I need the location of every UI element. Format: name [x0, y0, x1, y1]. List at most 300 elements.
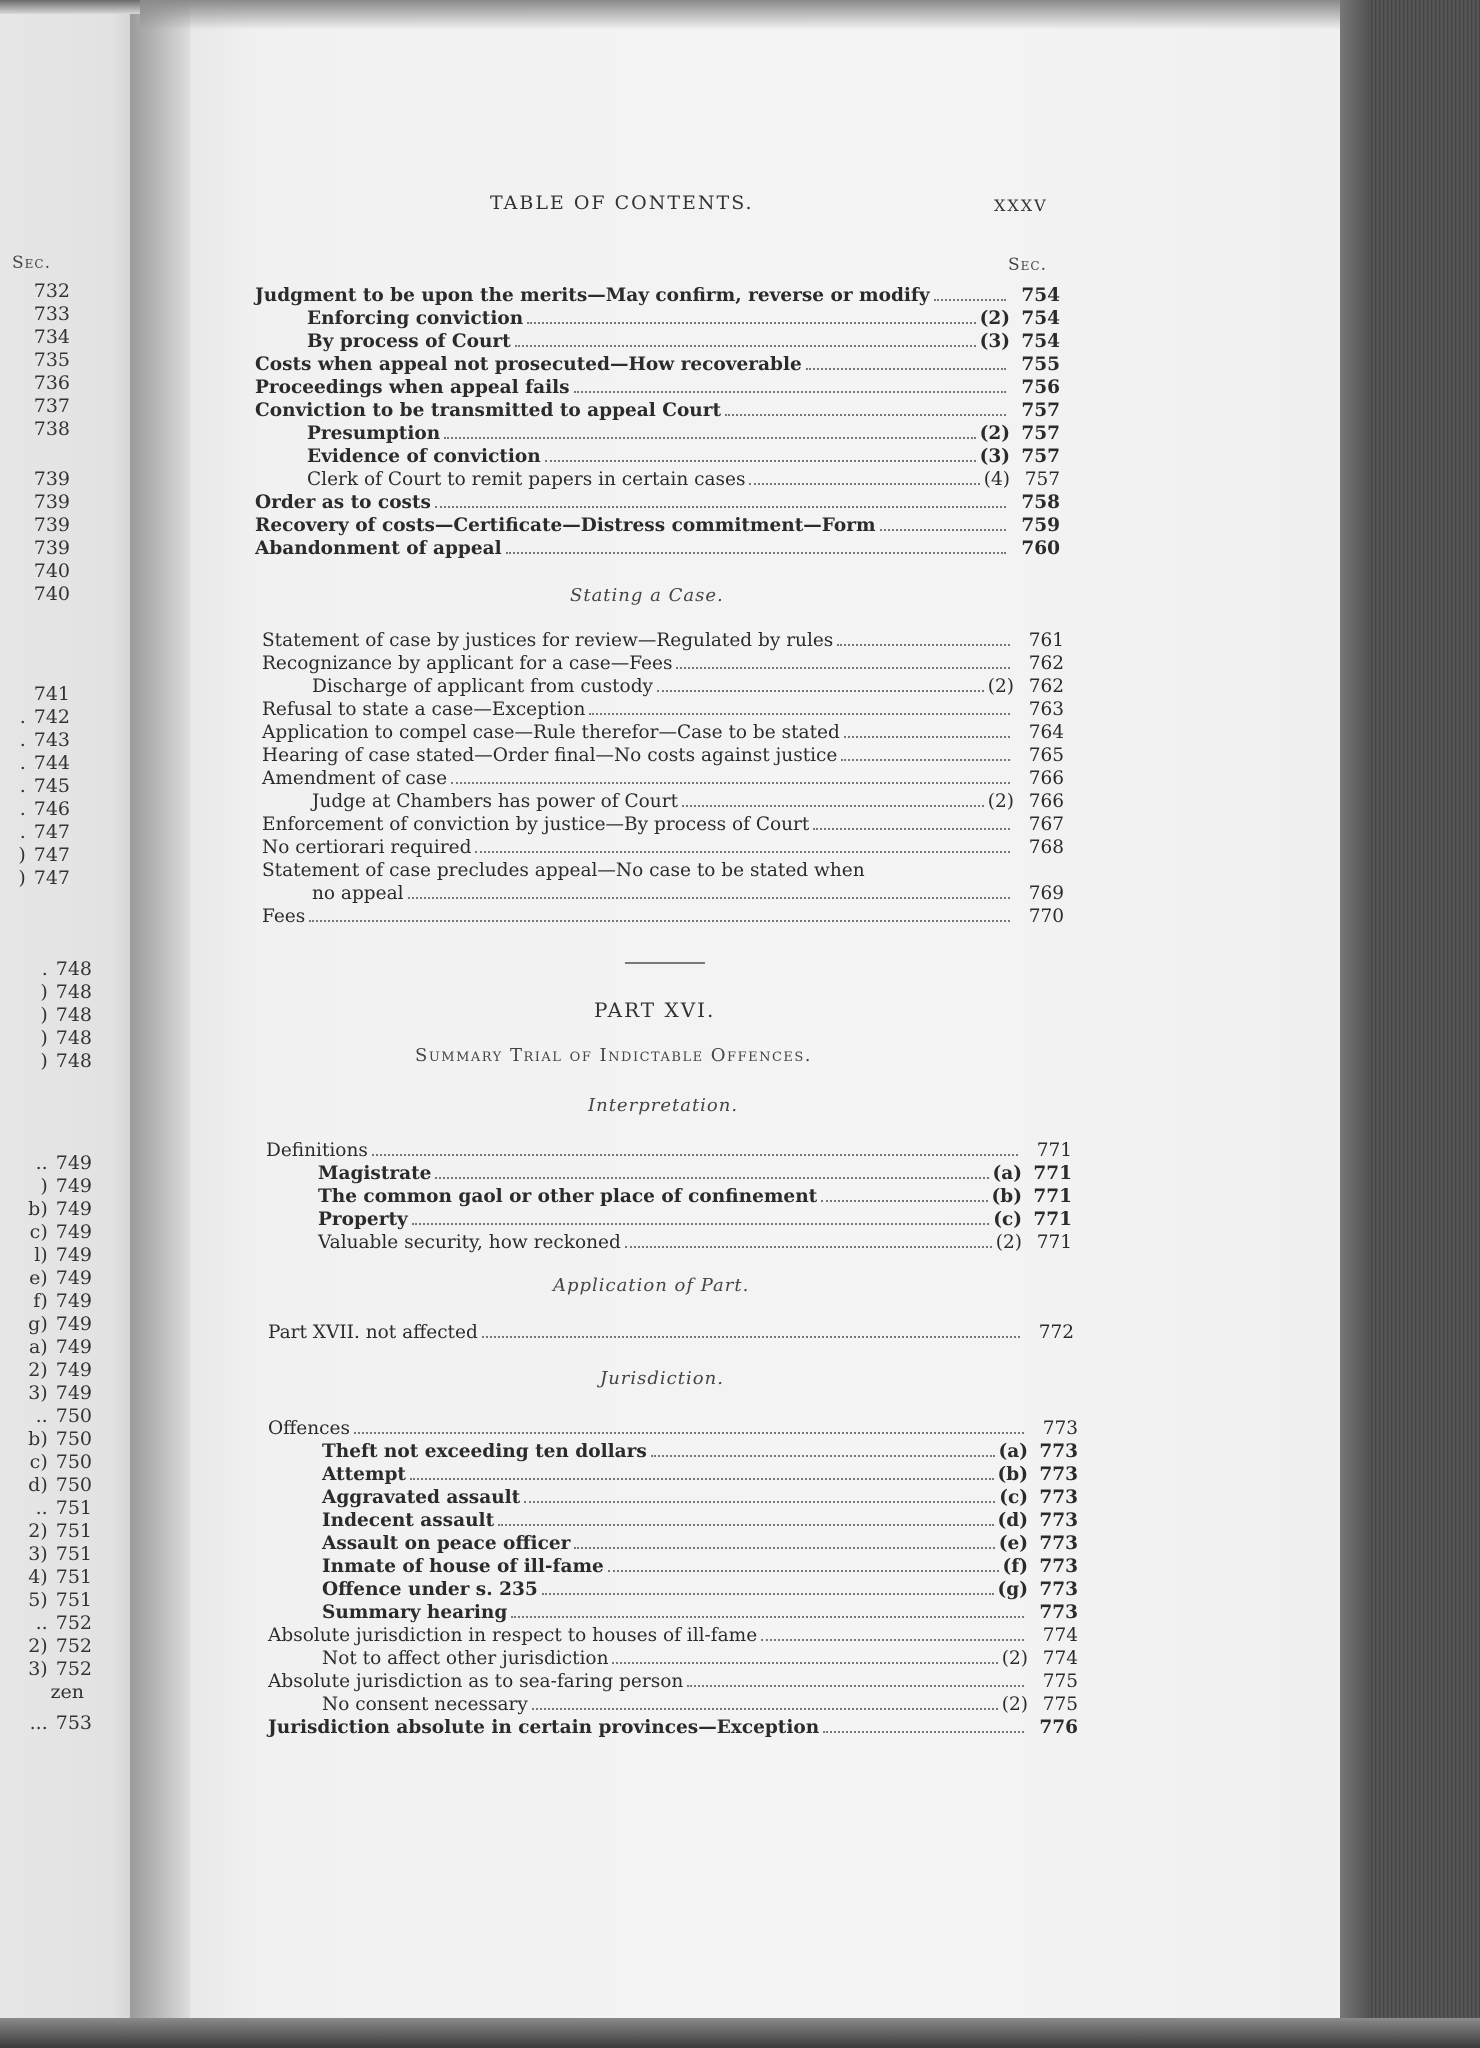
toc-entry-title: Recognizance by applicant for a case—Fees [262, 653, 673, 674]
left-strip-entry [0, 468, 70, 490]
leader-dots [410, 1478, 994, 1480]
part-title: PART XVI. [594, 998, 716, 1022]
left-strip-number: 749 [55, 1290, 92, 1312]
leader-dots [475, 851, 1010, 853]
left-strip-entry [0, 1497, 92, 1519]
left-strip-number: 751 [55, 1589, 92, 1611]
toc-entry [312, 791, 1064, 813]
left-strip-entry [0, 418, 70, 440]
subsection-marker: (e) [998, 1533, 1028, 1554]
left-strip-entry [0, 1198, 92, 1220]
section-number: 773 [1039, 1464, 1078, 1485]
left-strip-marker: g) [28, 1313, 48, 1335]
left-strip-number: 741 [33, 683, 70, 705]
left-strip-number: 751 [55, 1566, 92, 1588]
subsection-marker: (2) [987, 791, 1014, 812]
toc-entry-title: Costs when appeal not prosecuted—How recoverable [255, 354, 802, 375]
section-number: 754 [1021, 285, 1060, 306]
toc-entry [307, 446, 1060, 468]
toc-entry [312, 676, 1064, 698]
left-strip-number: 749 [55, 1198, 92, 1220]
left-strip-number: 733 [33, 303, 70, 325]
toc-entry [322, 1579, 1078, 1601]
leader-dots [527, 322, 975, 324]
leader-dots [574, 391, 1006, 393]
left-strip-marker: ) [40, 981, 48, 1003]
section-number: 758 [1021, 492, 1060, 513]
leader-dots [372, 1154, 1018, 1156]
page-edge-shadow [140, 0, 1340, 30]
subsection-marker: (d) [997, 1510, 1028, 1531]
toc-entry [262, 745, 1064, 767]
toc-entry-title: Enforcing conviction [307, 308, 524, 329]
left-strip-entry [0, 1290, 92, 1312]
left-strip-number: 752 [55, 1635, 92, 1657]
left-strip-entry [0, 1428, 92, 1450]
section-number: 773 [1039, 1510, 1078, 1531]
left-strip-marker: .. [35, 1497, 48, 1519]
left-strip-number: 748 [55, 1027, 92, 1049]
subsection-marker: (2) [979, 308, 1010, 329]
left-strip-entry [0, 1543, 92, 1565]
left-strip-entry [0, 1566, 92, 1588]
toc-entry [312, 883, 1064, 905]
toc-entry-title: Amendment of case [262, 768, 448, 789]
leader-dots [574, 1547, 994, 1549]
toc-entry [262, 814, 1064, 836]
subsection-marker: (a) [992, 1163, 1022, 1184]
left-strip-marker: b) [28, 1428, 48, 1450]
toc-entry [322, 1533, 1078, 1555]
toc-entry-title: Presumption [307, 423, 441, 444]
left-strip-number: 748 [55, 958, 92, 980]
leader-dots [506, 552, 1006, 554]
left-strip-marker: ) [40, 1004, 48, 1026]
left-strip-number: 739 [33, 514, 70, 536]
leader-dots [498, 1524, 993, 1526]
toc-entry-title: Discharge of applicant from custody [312, 676, 653, 697]
toc-entry-title: Offences [268, 1418, 350, 1439]
left-strip-marker: ) [40, 1027, 48, 1049]
leader-dots [612, 1662, 997, 1664]
leader-dots [435, 1177, 988, 1179]
left-strip-marker: .. [35, 1612, 48, 1634]
toc-entry [322, 1441, 1078, 1463]
left-strip-number: 743 [33, 729, 70, 751]
left-strip-entry [0, 1612, 92, 1634]
leader-dots [841, 759, 1010, 761]
leader-dots [821, 1200, 987, 1202]
toc-entry [262, 653, 1064, 675]
left-strip-marker: . [19, 752, 26, 774]
subsection-marker: (f) [1002, 1556, 1028, 1577]
left-strip-entry [0, 1382, 92, 1404]
section-number: 773 [1039, 1533, 1078, 1554]
section-heading-stating-a-case: Stating a Case. [570, 585, 724, 606]
toc-entry-title: Inmate of house of ill-fame [322, 1556, 604, 1577]
left-strip-number: 740 [33, 560, 70, 582]
left-strip-entry [0, 1635, 92, 1657]
left-strip-entry [0, 1712, 92, 1734]
toc-entry-title: Assault on peace officer [322, 1533, 571, 1554]
toc-entry-title: Judge at Chambers has power of Court [312, 791, 678, 812]
left-strip-marker: ) [40, 1175, 48, 1197]
section-number: 773 [1042, 1418, 1078, 1439]
toc-entry-title: Enforcement of conviction by justice—By process of Court [262, 814, 810, 835]
left-strip-entry [0, 560, 70, 582]
left-strip-number: 734 [33, 326, 70, 348]
leader-dots [451, 782, 1010, 784]
section-number: 756 [1021, 377, 1060, 398]
toc-entry-title: Proceedings when appeal fails [255, 377, 570, 398]
toc-entry [322, 1487, 1078, 1509]
toc-entry-title: Refusal to state a case—Exception [262, 699, 586, 720]
leader-dots [435, 506, 1006, 508]
toc-entry-title: Recovery of costs—Certificate—Distress commitment—Form [255, 515, 876, 536]
section-number: 772 [1038, 1322, 1074, 1343]
left-strip-entry [0, 583, 70, 605]
subsection-marker: (b) [991, 1186, 1022, 1207]
left-strip-marker: . [19, 821, 26, 843]
toc-entry-title: Judgment to be upon the merits—May confirm, reverse or modify [255, 285, 930, 306]
left-strip-marker: 3) [28, 1543, 48, 1565]
left-strip-number: 735 [33, 349, 70, 371]
left-strip-entry [0, 775, 70, 797]
left-strip-entry [0, 1313, 92, 1335]
left-strip-entry [0, 798, 70, 820]
toc-entry-title: Statement of case by justices for review—Regulated by rules [262, 630, 834, 651]
left-strip-number: 748 [55, 1004, 92, 1026]
left-strip-marker: b) [28, 1198, 48, 1220]
toc-entry [262, 768, 1064, 790]
toc-entry-title: Jurisdiction absolute in certain provinces—Exception [268, 1717, 820, 1738]
toc-entry [307, 423, 1060, 445]
leader-dots [608, 1570, 999, 1572]
left-strip-entry [0, 867, 70, 889]
subsection-marker: (4) [983, 469, 1010, 490]
section-number: 770 [1028, 906, 1064, 927]
toc-entry-title: no appeal [312, 883, 404, 904]
leader-dots [524, 1501, 995, 1503]
left-strip-number: 747 [33, 867, 70, 889]
left-strip-marker: . [19, 706, 26, 728]
toc-entry-title: Abandonment of appeal [255, 538, 502, 559]
left-strip-entry [0, 303, 70, 325]
left-strip-marker: 2) [28, 1635, 48, 1657]
section-number: 754 [1021, 331, 1060, 352]
leader-dots [806, 368, 1006, 370]
left-strip-number: 748 [55, 981, 92, 1003]
left-strip-marker: f) [33, 1290, 48, 1312]
left-strip-number: 747 [33, 844, 70, 866]
toc-entry [322, 1510, 1078, 1532]
section-number: 775 [1042, 1694, 1078, 1715]
left-strip-number: 750 [55, 1474, 92, 1496]
leader-dots [532, 1708, 998, 1710]
leader-dots [823, 1731, 1024, 1733]
toc-entry-title: Not to affect other jurisdiction [322, 1648, 609, 1669]
left-strip-marker: c) [29, 1451, 48, 1473]
leader-dots [682, 805, 984, 807]
leader-dots [687, 1685, 1024, 1687]
subsection-marker: (3) [979, 331, 1010, 352]
toc-entry [255, 400, 1060, 422]
section-number: 773 [1039, 1579, 1078, 1600]
left-strip-marker: c) [29, 1221, 48, 1243]
left-strip-number: 740 [33, 583, 70, 605]
section-number: 771 [1036, 1232, 1072, 1253]
left-strip-entry [0, 491, 70, 513]
subsection-marker: (2) [1001, 1694, 1028, 1715]
subsection-marker: (c) [993, 1209, 1022, 1230]
left-strip-number: 736 [33, 372, 70, 394]
section-number: 757 [1021, 446, 1060, 467]
left-strip-entry [0, 1267, 92, 1289]
leader-dots [482, 1336, 1020, 1338]
left-strip-entry [0, 821, 70, 843]
left-strip-number: 748 [55, 1050, 92, 1072]
left-strip-entry [0, 1405, 92, 1427]
toc-entry-title: No consent necessary [322, 1694, 528, 1715]
left-strip-number: 753 [55, 1712, 92, 1734]
leader-dots [813, 828, 1010, 830]
left-strip-entry [0, 1658, 92, 1680]
section-number: 755 [1021, 354, 1060, 375]
section-number: 764 [1028, 722, 1064, 743]
subsection-marker: (g) [997, 1579, 1028, 1600]
left-strip-entry [0, 537, 70, 559]
left-strip-marker: ) [18, 844, 26, 866]
left-strip-number: 742 [33, 706, 70, 728]
toc-entry [307, 469, 1060, 491]
left-strip-entry [0, 326, 70, 348]
section-number: 773 [1039, 1602, 1078, 1623]
left-strip-marker: ) [40, 1050, 48, 1072]
toc-entry [268, 1717, 1078, 1739]
toc-entry-title: No certiorari required [262, 837, 472, 858]
subsection-marker: (2) [995, 1232, 1022, 1253]
book-cover-edge [1340, 0, 1368, 2048]
section-number: 774 [1042, 1625, 1078, 1646]
left-strip-entry [0, 981, 92, 1003]
toc-entry [255, 492, 1060, 514]
left-strip-number: 749 [55, 1244, 92, 1266]
toc-entry [266, 1140, 1072, 1162]
leader-dots [408, 897, 1010, 899]
left-strip-marker: . [19, 775, 26, 797]
toc-entry [322, 1648, 1078, 1670]
section-heading-interpretation: Interpretation. [588, 1095, 739, 1116]
left-strip-marker: . [19, 729, 26, 751]
left-strip-entry [0, 1359, 92, 1381]
toc-entry-title: Attempt [322, 1464, 406, 1485]
left-strip-entry [0, 1520, 92, 1542]
left-strip-number: 749 [55, 1359, 92, 1381]
page-title: TABLE OF CONTENTS. [490, 192, 754, 214]
left-strip-number: 737 [33, 395, 70, 417]
toc-entry [307, 308, 1060, 330]
leader-dots [725, 414, 1006, 416]
left-strip-number: 751 [55, 1520, 92, 1542]
section-heading-jurisdiction: Jurisdiction. [600, 1368, 724, 1389]
left-strip-marker: 2) [28, 1359, 48, 1381]
left-strip-number: 746 [33, 798, 70, 820]
left-strip-entry [0, 1050, 92, 1072]
toc-entry [268, 1322, 1074, 1344]
toc-entry-title: Fees [262, 906, 306, 927]
subsection-marker: (b) [997, 1464, 1028, 1485]
toc-entry-title: Definitions [266, 1140, 368, 1161]
toc-entry [318, 1209, 1072, 1231]
toc-entry-title: Theft not exceeding ten dollars [322, 1441, 647, 1462]
section-number: 760 [1021, 538, 1060, 559]
left-strip-entry [0, 752, 70, 774]
toc-entry-title: Conviction to be transmitted to appeal Court [255, 400, 722, 421]
toc-entry [262, 630, 1064, 652]
left-strip-marker: . [41, 958, 48, 980]
leader-dots [749, 483, 979, 485]
section-number: 775 [1042, 1671, 1078, 1692]
leader-dots [657, 690, 984, 692]
left-strip-marker: 4) [28, 1566, 48, 1588]
toc-entry [255, 538, 1060, 560]
section-number: 771 [1033, 1186, 1072, 1207]
left-strip-number: 738 [33, 418, 70, 440]
section-number: 773 [1039, 1441, 1078, 1462]
left-strip-entry [0, 706, 70, 728]
toc-entry-title: Order as to costs [255, 492, 431, 513]
toc-entry [255, 354, 1060, 376]
left-strip-entry [0, 958, 92, 980]
leader-dots [309, 920, 1010, 922]
section-number: 754 [1021, 308, 1060, 329]
subsection-marker: (3) [979, 446, 1010, 467]
subsection-marker: (2) [987, 676, 1014, 697]
left-strip-number: 750 [55, 1428, 92, 1450]
section-number: 773 [1039, 1556, 1078, 1577]
toc-entry-title: Indecent assault [322, 1510, 495, 1531]
toc-entry-title: Aggravated assault [322, 1487, 521, 1508]
section-number: 773 [1039, 1487, 1078, 1508]
left-sec-heading: Sec. [12, 253, 51, 273]
section-number: 762 [1028, 653, 1064, 674]
left-strip-entry [0, 729, 70, 751]
left-strip-marker: 2) [28, 1520, 48, 1542]
leader-dots [761, 1639, 1024, 1641]
toc-entry [318, 1186, 1072, 1208]
toc-entry-title: Evidence of conviction [307, 446, 541, 467]
leader-dots [354, 1432, 1024, 1434]
section-number: 759 [1021, 515, 1060, 536]
left-strip-number: 749 [55, 1313, 92, 1335]
left-strip-marker: .. [35, 1152, 48, 1174]
leader-dots [545, 460, 976, 462]
leader-dots [880, 529, 1006, 531]
page-number: XXXV [994, 196, 1048, 215]
toc-entry-title: Hearing of case stated—Order final—No costs against justice [262, 745, 838, 766]
section-number: 766 [1028, 791, 1064, 812]
section-number: 769 [1028, 883, 1064, 904]
left-strip-number: 749 [55, 1175, 92, 1197]
leader-dots [511, 1616, 1024, 1618]
section-number: 768 [1028, 837, 1064, 858]
toc-entry [268, 1671, 1078, 1693]
subsection-marker: (2) [979, 423, 1010, 444]
leader-dots [844, 736, 1010, 738]
left-strip-entry [0, 1336, 92, 1358]
toc-entry [307, 331, 1060, 353]
section-number: 767 [1028, 814, 1064, 835]
leader-dots [676, 667, 1010, 669]
section-heading-application: Application of Part. [553, 1275, 750, 1296]
left-strip-marker: e) [29, 1267, 48, 1289]
left-strip-marker: 3) [28, 1382, 48, 1404]
toc-entry [318, 1163, 1072, 1185]
part-subtitle: Summary Trial of Indictable Offences. [415, 1045, 813, 1066]
toc-entry-text: Statement of case precludes appeal—No case to be stated when [262, 860, 865, 881]
left-strip-marker: . [19, 798, 26, 820]
toc-entry-title: The common gaol or other place of confinement [318, 1186, 818, 1207]
left-strip-entry [0, 1451, 92, 1473]
section-number: 757 [1021, 400, 1060, 421]
left-strip-number: 739 [33, 491, 70, 513]
leader-dots [515, 345, 976, 347]
left-strip-entry [0, 1244, 92, 1266]
section-number: 771 [1036, 1140, 1072, 1161]
toc-entry [268, 1625, 1078, 1647]
leader-dots [542, 1593, 994, 1595]
scan-bottom-border [0, 2018, 1480, 2048]
left-strip-number: 739 [33, 468, 70, 490]
left-strip-entry [0, 1474, 92, 1496]
toc-entry [255, 285, 1060, 307]
toc-entry-title: Absolute jurisdiction as to sea-faring person [268, 1671, 684, 1692]
toc-entry-title: By process of Court [307, 331, 511, 352]
toc-entry-title: Property [318, 1209, 408, 1230]
left-strip-marker: ) [18, 867, 26, 889]
left-strip-number: 750 [55, 1451, 92, 1473]
toc-entry [322, 1694, 1078, 1716]
left-strip-marker: a) [28, 1336, 48, 1358]
left-strip-marker: l) [34, 1244, 48, 1266]
leader-dots [589, 713, 1010, 715]
page-stack [1368, 0, 1480, 2048]
leader-dots [651, 1455, 995, 1457]
left-strip-number: 751 [55, 1543, 92, 1565]
left-strip-marker: zen [50, 1681, 84, 1703]
section-number: 762 [1028, 676, 1064, 697]
toc-entry [262, 837, 1064, 859]
toc-entry-title: Application to compel case—Rule therefor—Case to be stated [262, 722, 840, 743]
section-number: 757 [1021, 423, 1060, 444]
left-strip-entry [0, 1004, 92, 1026]
left-strip-number: 739 [33, 537, 70, 559]
left-strip-entry [0, 1221, 92, 1243]
section-number: 771 [1033, 1163, 1072, 1184]
left-strip-number: 752 [55, 1612, 92, 1634]
left-strip-number: 752 [55, 1658, 92, 1680]
toc-entry [255, 515, 1060, 537]
sec-column-heading: Sec. [1008, 255, 1047, 275]
left-strip-number: 732 [33, 280, 70, 302]
subsection-marker: (2) [1001, 1648, 1028, 1669]
page-edge-shadow [0, 0, 140, 14]
section-number: 766 [1028, 768, 1064, 789]
left-strip-entry [0, 280, 70, 302]
leader-dots [412, 1223, 989, 1225]
leader-dots [934, 299, 1006, 301]
left-strip-entry [0, 1589, 92, 1611]
